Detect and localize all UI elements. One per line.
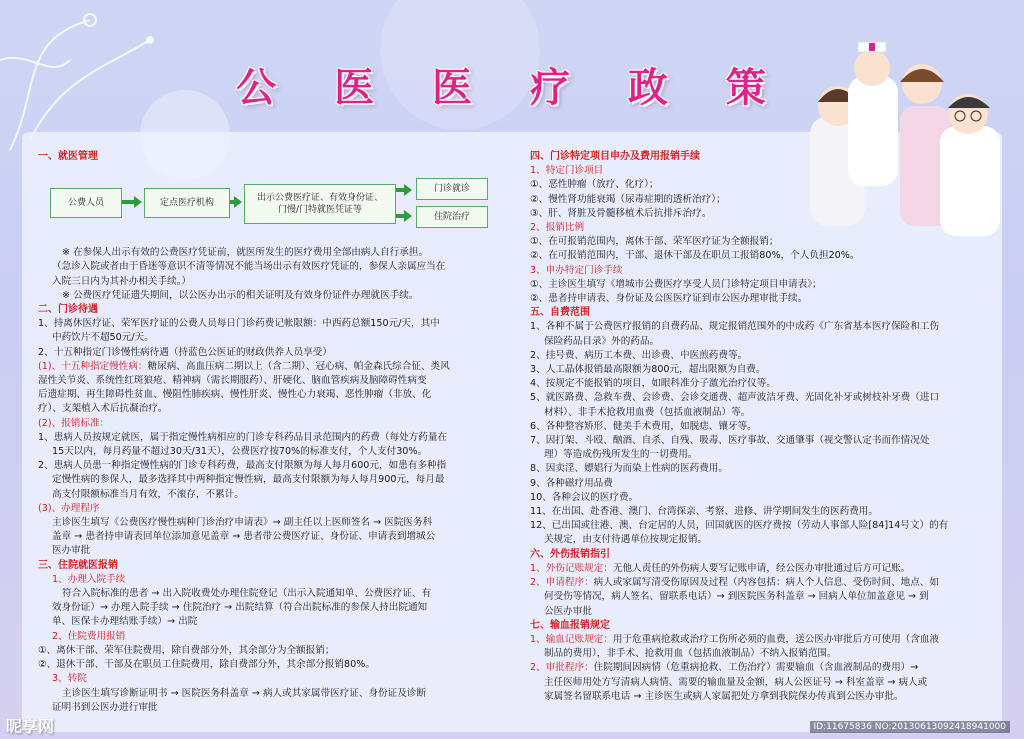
text-line (530, 576, 990, 590)
text-line: 1、持离休医疗证、荣军医疗证的公费人员每日门诊药费记帐限额：中西药总额150元/天，其中 (38, 318, 440, 330)
text-line: 7、因打架、斗殴、酗酒、自杀、自残、吸毒、医疗事故、交通肇事（视交警认定书而作情况处 (530, 435, 930, 447)
text-line: 11、在出国、赴香港、澳门、台湾探亲、考察、进修、讲学期间发生的医药费用。 (530, 506, 878, 518)
text-line: 定慢性病的参保人，最多选择其中两种指定慢性病，最高支付限额为每人每月900元，每月最 (52, 474, 445, 486)
text-line: ②、在可报销范围内，干部、退休干部及在职员工报销80%，个人负担20%。 (530, 250, 860, 262)
text-line: ②、患者持申请表、身份证及公医医疗证到市公医办理审批手续。 (530, 293, 808, 305)
text-line: 9、各种磁疗用品费 (530, 477, 613, 489)
text-line: 关规定，由支付待遇单位按规定报销。 (544, 534, 708, 546)
text-span: 住院期间因病情（危重病抢救、工伤治疗）需要输血（含血液制品的费用）→ (593, 662, 919, 674)
flow-box-line: 出示公费医疗证、有效身份证、 (256, 193, 383, 204)
subsection-heading: 1、输血记账规定： (530, 633, 613, 645)
text-line: 保险药品目录》外的药品。 (544, 335, 660, 347)
flow-arrow-line (396, 214, 404, 218)
text-line: 2、患病人员患一种指定慢性病的门诊专科药费，最高支付限额为每人每月600元，如患有多种指 (38, 460, 447, 472)
watermark-id: ID:11675836 NO:20130613092418941000 (810, 721, 1011, 733)
text-line: 单、医保卡办理结账手续）→ 出院 (52, 616, 198, 628)
section-heading: 一、就医管理 (38, 151, 98, 162)
text-line: 3、人工晶体报销最高限额为800元，超出限额为自费。 (530, 364, 766, 376)
site-logo: 昵享网 (6, 717, 55, 736)
text-line: ※ 在参保人出示有效的公费医疗凭证前，就医所发生的医疗费用全部由病人自行承担。 (62, 247, 429, 259)
text-line: 15天以内，每月药量不超过30天/31天），公费医疗按70%的标准支付，个人支付30%。 (52, 446, 428, 458)
text-line: 4、按规定不能报销的项目，如眼科准分子激光治疗仪等。 (530, 378, 776, 390)
subsection-heading: 2、审批程序： (530, 662, 594, 674)
section-heading: 四、门诊特定项目申办及费用报销手续 (530, 151, 700, 162)
text-line: 何受伤等情况，病人签名、留联系电话）→ 到医院医务科盖章 → 回病人单位加盖意见 → 到 (544, 591, 929, 603)
text-line: 公医办审批 (544, 605, 592, 617)
text-line: 后遗症期、再生障碍性贫血、慢阻性肺疾病、慢性肝炎、慢性心力衰竭、恶性肿瘤（非放、化 (38, 389, 432, 401)
flow-box-designated-hospital: 定点医疗机构 (144, 188, 230, 218)
text-line (530, 661, 990, 675)
text-line: ①、恶性肿瘤（放疗、化疗）； (530, 179, 659, 191)
text-line: 5、就医路费、急救车费、会诊费、会诊交通费、超声波洁牙费、光固化补牙或树枝补牙费（进口 (530, 392, 940, 404)
text-line: 1、患病人员按规定就医，属于指定慢性病相应的门诊专科药品目录范围内的药费（每处方药量在 (38, 431, 448, 443)
subsection-heading: 3、申办特定门诊手续 (530, 264, 623, 276)
right-column (530, 150, 990, 704)
subsection-heading: (2)、报销标准： (38, 417, 110, 429)
text-line (38, 360, 500, 374)
text-line: ③、肝、肾脏及骨髓移植术后抗排斥治疗。 (530, 207, 712, 219)
subsection-heading: (3)、办理程序 (38, 502, 100, 514)
subsection-heading: 2、报销比例 (530, 222, 585, 234)
text-line: 10、各种会议的医疗费。 (530, 491, 639, 503)
flow-arrow-icon (134, 196, 142, 208)
section-heading: 六、外伤报销指引 (530, 548, 610, 560)
flow-box-line: 门慢/门特就医凭证等 (277, 205, 363, 216)
text-line: 家属签名留联系电话 → 主诊医生或病人家属把处方拿到我院保办传真到公医办审批。 (544, 690, 904, 702)
text-line (530, 562, 990, 576)
text-line: 疗）、支架植入术后抗凝治疗。 (38, 403, 168, 415)
subsection-heading: 2、住院费用报销 (52, 630, 126, 642)
subsection-heading: 1、办理入院手续 (52, 573, 126, 585)
flow-arrow-icon (404, 184, 412, 196)
text-span: 无他人责任的外伤病人要写记账申请，经公医办审批通过后方可记账。 (612, 562, 911, 574)
text-span: 用于危重病抢救或治疗工伤所必须的血费，送公医办审批后方可使用（含血液 (612, 633, 940, 645)
subsection-heading: (1)、十五种指定慢性病： (38, 360, 148, 372)
text-span: 病人或家属写清受伤原因及过程（内容包括：病人个人信息、受伤时间、地点、如 (593, 577, 940, 589)
flow-box-inpatient: 住院治疗 (416, 206, 488, 228)
text-span: 糖尿病、高血压病二期以上（含二期）、冠心病、帕金森氏综合征、类风 (147, 360, 450, 372)
text-line: 6、各种整容矫形、健美手术费用，如脱痣、镶牙等。 (530, 420, 757, 432)
text-line: ②、退休干部、干部及在职员工住院费用，除自费部分外，其余部分报销80%。 (38, 659, 375, 671)
text-line: 材料）、非手术抢救用血费（包括血液制品）等。 (544, 406, 751, 418)
flow-box-outpatient: 门诊就诊 (416, 178, 488, 200)
text-line: ①、主诊医生填写《增城市公费医疗享受人员门诊特定项目申请表》； (530, 278, 822, 290)
text-line: 入院三日内为其补办相关手续。） (52, 275, 192, 287)
text-line: 8、因卖淫、嫖娼行为而染上性病的医药费用。 (530, 463, 728, 475)
text-line: 理）等造成伤残所发生的一切费用。 (544, 449, 698, 461)
subsection-heading: 1、外伤记账规定： (530, 562, 613, 574)
subsection-heading: 3、转院 (52, 673, 87, 685)
text-line: 效身份证）→ 办理入院手续 → 住院治疗 → 出院结算（符合出院标准的参保人持出院通知 (52, 602, 428, 614)
text-line: ①、离休干部、荣军住院费用，除自费部分外，其余部分为全额报销； (38, 644, 335, 656)
text-line (530, 633, 990, 647)
text-line: 2、挂号费、病历工本费、出诊费、中医煎药费等。 (530, 349, 748, 361)
flow-box-show-documents (244, 184, 396, 224)
flow-arrow-line (122, 200, 134, 204)
text-line: 主任医师用处方写清病人病情、需要的输血量及金额，病人公医证号 → 科室盖章 → 病人或 (544, 676, 928, 688)
section-heading: 三、住院就医报销 (38, 559, 118, 571)
text-line: 主诊医生填写诊断证明书 → 医院医务科盖章 → 病人或其家属带医疗证、身份证及诊断 (62, 687, 427, 699)
text-line: 湿性关节炎、系统性红斑狼疮、精神病（需长期服药）、肝硬化、脑血管疾病及脑障碍性病变 (38, 375, 427, 387)
text-line: 主诊医生填写《公费医疗慢性病种门诊治疗申请表》→ 副主任以上医师签名 → 医院医务科 (52, 517, 433, 529)
text-line: ②、慢性肾功能衰竭（尿毒症期的透析治疗）； (530, 193, 726, 205)
text-line: ①、在可报销范围内，离休干部、荣军医疗证为全额报销； (530, 236, 779, 248)
text-line: 中药饮片不超50元/天。 (52, 332, 154, 344)
section-heading: 五、自费范围 (530, 307, 590, 319)
text-line: 1、各种不属于公费医疗报销的自费药品、规定报销范围外的中成药《广东省基本医疗保险和工伤 (530, 321, 940, 333)
flow-box-public-staff: 公费人员 (50, 188, 122, 218)
text-line: 医办审批 (52, 545, 91, 557)
subsection-heading: 2、申请程序： (530, 577, 594, 589)
text-line: 符合入院标准的患者 → 出入院收费处办理住院登记（出示入院通知单、公费医疗证、有 (62, 588, 432, 600)
text-line: 12、已出国或往港、澳、台定居的人员，回国就医的医疗费按（劳动人事部人险[84]14号文）的有 (530, 520, 949, 532)
left-column (38, 150, 500, 715)
section-heading: 二、门诊待遇 (38, 304, 98, 316)
flow-arrow-icon (404, 210, 412, 222)
section-heading: 七、输血报销规定 (530, 619, 610, 631)
text-line: 证明书到公医办进行审批 (52, 701, 158, 713)
text-line: 2、十五种指定门诊慢性病待遇（持蓝色公医证的财政供养人员享受） (38, 346, 332, 358)
flow-arrow-icon (234, 196, 242, 208)
text-line: 高支付限额标准当月有效，不滚存，不累计。 (52, 488, 244, 500)
text-line: （急诊入院或者由于昏迷等意识不清等情况不能当场出示有效医疗凭证的，参保人亲属应当在 (52, 261, 446, 273)
process-flowchart (38, 170, 500, 240)
text-line: 盖章 → 患者持申请表回单位添加意见盖章 → 患者带公费医疗证、身份证、申请表到增城公 (52, 531, 436, 543)
flow-arrow-line (396, 188, 404, 192)
page-title: 公 医 医 疗 政 策 (236, 65, 788, 111)
text-line: ※ 公费医疗凭证遗失期间，以公医办出示的相关证明及有效身份证件办理就医手续。 (62, 289, 419, 301)
subsection-heading: 1、特定门诊项目 (530, 165, 604, 177)
text-line: 制品的费用），非手术、抢救用血（包括血液制品）不纳入报销范围。 (544, 648, 837, 660)
